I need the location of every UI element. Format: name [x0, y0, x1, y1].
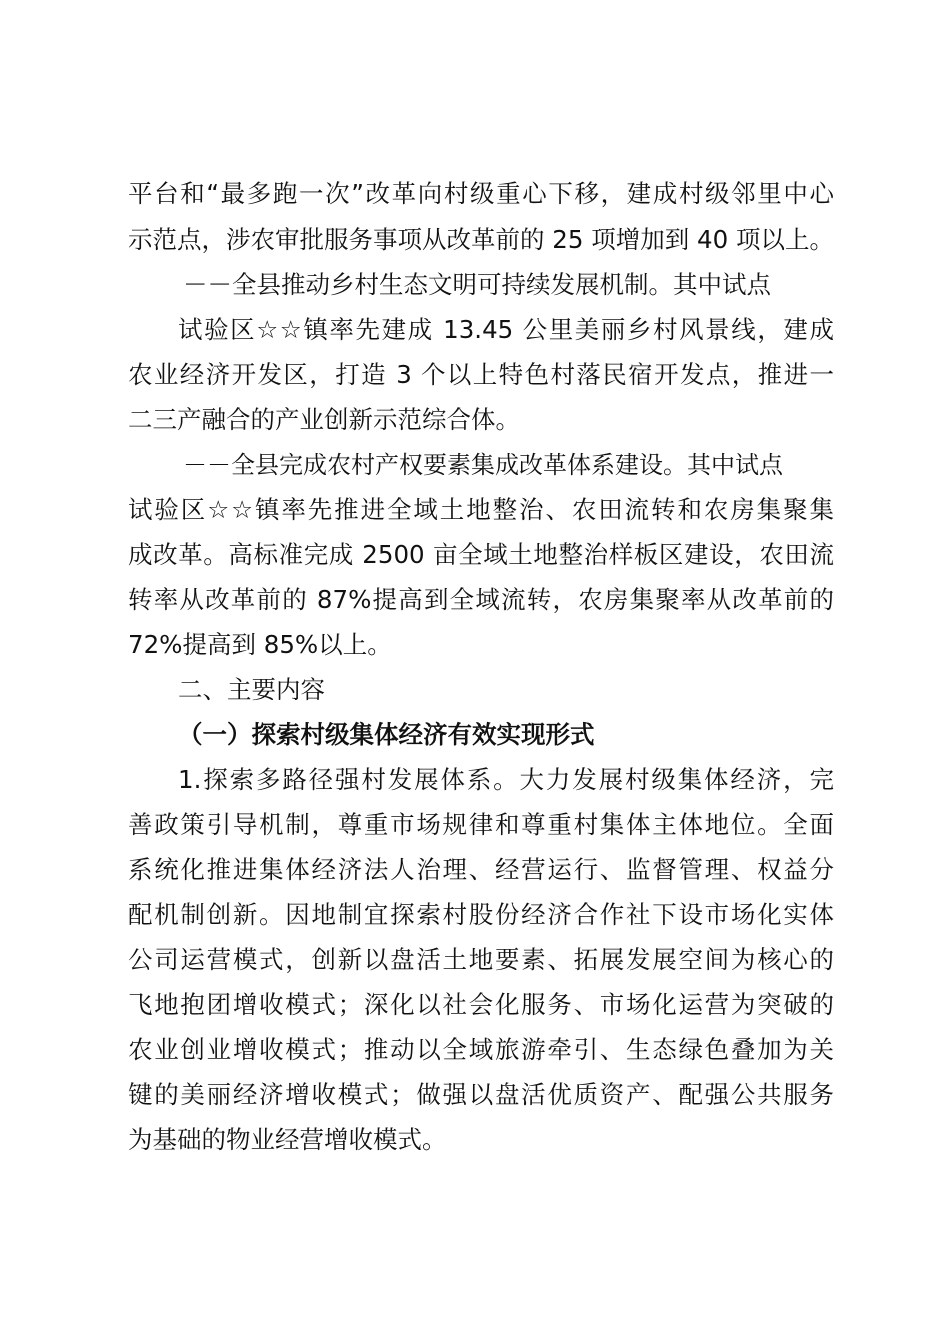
paragraph-line: 平台和“最多跑一次”改革向村级重心下移，建成村级邻里中心	[128, 179, 834, 208]
paragraph-line: －－全县完成农村产权要素集成改革体系建设。其中试点	[183, 451, 783, 479]
paragraph-line: 飞地抱团增收模式；深化以社会化服务、市场化运营为突破的	[128, 990, 834, 1019]
section-heading: 二、主要内容	[178, 675, 325, 704]
paragraph-line: 配机制创新。因地制宜探索村股份经济合作社下设市场化实体	[128, 900, 834, 929]
paragraph-line: 二三产融合的产业创新示范综合体。	[128, 405, 520, 434]
paragraph-line: 1.探索多路径强村发展体系。大力发展村级集体经济，完	[178, 765, 834, 794]
subsection-heading: （一）探索村级集体经济有效实现形式	[178, 720, 595, 749]
paragraph-line: 转率从改革前的 87%提高到全域流转，农房集聚率从改革前的	[128, 585, 834, 614]
paragraph-line: 善政策引导机制，尊重市场规律和尊重村集体主体地位。全面	[128, 810, 834, 839]
paragraph-line: 键的美丽经济增收模式；做强以盘活优质资产、配强公共服务	[128, 1080, 834, 1109]
paragraph-line: 72%提高到 85%以上。	[128, 630, 392, 659]
paragraph-line: 系统化推进集体经济法人治理、经营运行、监督管理、权益分	[128, 855, 834, 884]
paragraph-line: 农业经济开发区，打造 3 个以上特色村落民宿开发点，推进一	[128, 360, 834, 389]
paragraph-line: 成改革。高标准完成 2500 亩全域土地整治样板区建设，农田流	[128, 540, 834, 569]
paragraph-line: 示范点，涉农审批服务事项从改革前的 25 项增加到 40 项以上。	[128, 225, 834, 254]
paragraph-line: －－全县推动乡村生态文明可持续发展机制。其中试点	[183, 270, 771, 299]
paragraph-line: 试验区☆☆镇率先推进全域土地整治、农田流转和农房集聚集	[128, 495, 834, 524]
paragraph-line: 公司运营模式，创新以盘活土地要素、拓展发展空间为核心的	[128, 945, 834, 974]
paragraph-line: 农业创业增收模式；推动以全域旅游牵引、生态绿色叠加为关	[128, 1035, 834, 1064]
paragraph-line: 为基础的物业经营增收模式。	[128, 1125, 447, 1154]
paragraph-line: 试验区☆☆镇率先建成 13.45 公里美丽乡村风景线，建成	[178, 315, 834, 344]
